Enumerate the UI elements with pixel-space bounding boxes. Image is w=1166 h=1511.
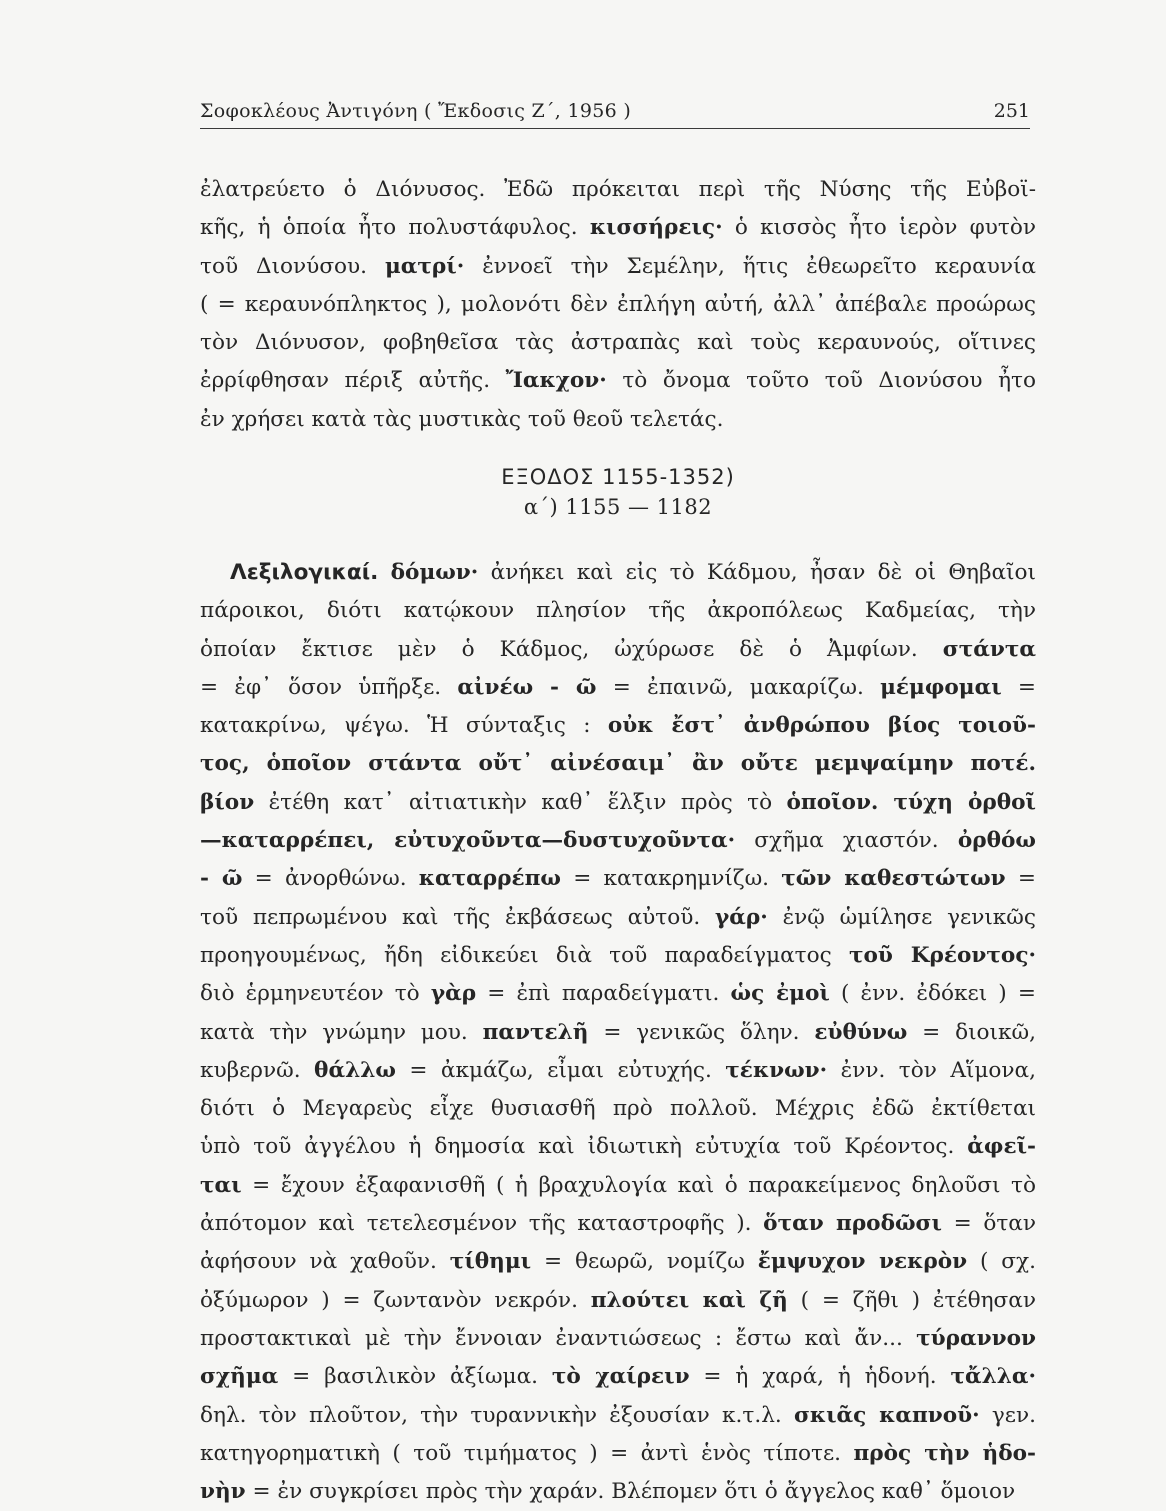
text-run: ἐλατρεύετο ὁ Διόνυσος. Ἐδῶ πρόκειται περὶ τῆς Νύσης τῆς Εὐβοϊ- bbox=[200, 177, 1036, 202]
text-run: = βασιλικὸν ἀξίωμα. bbox=[278, 1364, 552, 1390]
text-run: κατακρίνω, ψέγω. Ἡ σύνταξις : bbox=[200, 713, 608, 739]
text-run: προηγουμένως, ἤδη εἰδικεύει διὰ τοῦ παραδείγματος bbox=[200, 942, 849, 968]
lemma-term: βίον bbox=[200, 789, 255, 815]
lemma-term: σχῆμα bbox=[200, 1364, 279, 1390]
text-line bbox=[200, 975, 1036, 1013]
text-line bbox=[200, 209, 1036, 247]
text-run: = ἀνορθώνω. bbox=[242, 866, 419, 892]
text-run: προστακτικαὶ μὲ τὴν ἔννοιαν ἐναντιώσεως : ἔστω καὶ ἄν... bbox=[200, 1325, 917, 1351]
lemma-term: πλούτει καὶ ζῆ bbox=[590, 1287, 788, 1313]
text-run: διὸ ἑρμηνευτέον τὸ bbox=[200, 981, 431, 1007]
commentary-paragraph-1 bbox=[200, 171, 1036, 439]
text-line bbox=[200, 937, 1036, 975]
lemma-term: καταρρέπω bbox=[418, 866, 561, 892]
text-line bbox=[200, 784, 1036, 822]
text-run: = γενικῶς ὅλην. bbox=[588, 1019, 815, 1045]
lemma-term: τἄλλα· bbox=[950, 1364, 1036, 1390]
lemma-term: ὅταν προδῶσι bbox=[763, 1211, 942, 1237]
lemma-term: —καταρρέπει, εὐτυχοῦντα—δυστυχοῦντα· bbox=[200, 828, 736, 854]
lemma-term: τοῦ Κρέοντος· bbox=[848, 942, 1036, 968]
lemma-term: γάρ· bbox=[715, 904, 768, 930]
text-line bbox=[200, 631, 1036, 669]
section-heading: ΕΞΟΔΟΣ 1155-1352) bbox=[501, 465, 735, 489]
text-run: ἐννοεῖ τὴν Σεμέλην, ἥτις ἐθεωρεῖτο κεραυνία bbox=[464, 253, 1036, 279]
lemma-term: σκιᾶς καπνοῦ· bbox=[793, 1402, 980, 1428]
text-line bbox=[200, 592, 1036, 630]
text-line bbox=[200, 286, 1036, 324]
text-line bbox=[200, 1320, 1036, 1358]
text-line bbox=[200, 1282, 1036, 1320]
text-line bbox=[200, 1397, 1036, 1435]
text-line bbox=[200, 324, 1036, 362]
text-line bbox=[200, 899, 1036, 937]
text-run: σχῆμα χιαστόν. bbox=[735, 828, 958, 854]
text-line bbox=[200, 1243, 1036, 1281]
text-run: ἐν χρήσει κατὰ τὰς μυστικὰς τοῦ θεοῦ τελετάς. bbox=[200, 406, 724, 432]
text-run: ἀνήκει καὶ εἰς τὸ Κάδμου, ἦσαν δὲ οἱ Θηβαῖοι bbox=[478, 560, 1036, 585]
running-title: Σοφοκλέους Ἀντιγόνη ( Ἔκδοσις Ζ΄, 1956 ) bbox=[200, 100, 632, 122]
lemma-term: οὐκ ἔστ᾽ ἀνθρώπου βίος τοιοῦ- bbox=[607, 713, 1036, 739]
text-run: = ἐν συγκρίσει πρὸς τὴν χαράν. Βλέπομεν ὅτι ὁ ἄγγελος καθ᾽ ὅμοιον bbox=[245, 1479, 1016, 1505]
lemma-term: τύραννον bbox=[916, 1325, 1036, 1351]
text-run: ὀξύμωρον ) = ζωντανὸν νεκρόν. bbox=[200, 1287, 591, 1313]
text-run: ἐτέθη κατ᾽ αἰτιατικὴν καθ᾽ ἕλξιν πρὸς τὸ bbox=[254, 789, 787, 815]
lemma-term: δόμων· bbox=[390, 560, 479, 585]
text-run: ἐνῷ ὡμίλησε γενικῶς bbox=[767, 904, 1036, 930]
text-line bbox=[200, 1435, 1036, 1473]
text-run: = ἐπὶ παραδείγματι. bbox=[476, 981, 731, 1007]
text-line bbox=[200, 1473, 1036, 1511]
lemma-term: - ῶ bbox=[200, 866, 243, 892]
subsection-heading: α΄) 1155 — 1182 bbox=[523, 495, 713, 519]
text-run: κυβερνῶ. bbox=[200, 1057, 315, 1083]
text-run: κατὰ τὴν γνώμην μου. bbox=[200, 1019, 483, 1045]
text-line bbox=[200, 554, 1036, 592]
lemma-term: πρὸς τὴν ἡδο- bbox=[853, 1440, 1036, 1466]
lemma-term: ται bbox=[200, 1172, 242, 1198]
lemma-term: ὀρθόω bbox=[957, 828, 1036, 854]
text-run: ( = κεραυνόπληκτος ), μολονότι δὲν ἐπλήγη αὐτή, ἀλλ᾽ ἀπέβαλε προώρως bbox=[200, 291, 1036, 317]
lemma-term: νὴν bbox=[200, 1479, 246, 1505]
lemma-term: τίθημι bbox=[449, 1249, 532, 1275]
text-line bbox=[200, 1205, 1036, 1243]
lemma-term: Ἴακχον· bbox=[505, 368, 607, 394]
text-run: ἐρρίφθησαν πέριξ αὐτῆς. bbox=[200, 368, 506, 394]
lemma-term: τος, ὁποῖον στάντα οὔτ᾽ αἰνέσαιμ᾽ ἂν οὔτε μεμψαίμην ποτέ. bbox=[200, 751, 1036, 777]
text-run: ἀπότομον καὶ τετελεσμένον τῆς καταστροφῆς ). bbox=[200, 1211, 764, 1237]
text-run: ( σχ. bbox=[967, 1249, 1036, 1275]
text-run: = ἡ χαρά, ἡ ἡδονή. bbox=[689, 1364, 951, 1390]
text-line bbox=[200, 822, 1036, 860]
text-run: τοῦ Διονύσου. bbox=[200, 253, 385, 279]
lemma-term: παντελῆ bbox=[482, 1019, 589, 1045]
lemma-term: ὡς ἐμοὶ bbox=[730, 981, 830, 1007]
text-run: ἐνν. τὸν Αἵμονα, bbox=[827, 1057, 1036, 1083]
lemma-term: ματρί· bbox=[384, 253, 465, 279]
text-run: τὸν Διόνυσον, φοβηθεῖσα τὰς ἀστραπὰς καὶ τοὺς κεραυνούς, οἵτινες bbox=[200, 330, 1036, 356]
lemma-term: γὰρ bbox=[430, 981, 477, 1007]
text-line bbox=[200, 171, 1036, 209]
page-number: 251 bbox=[993, 100, 1030, 122]
text-line bbox=[200, 1052, 1036, 1090]
text-run: ἀφήσουν νὰ χαθοῦν. bbox=[200, 1249, 450, 1275]
text-line bbox=[200, 860, 1036, 898]
text-run: ὑπὸ τοῦ ἀγγέλου ἡ δημοσία καὶ ἰδιωτικὴ εὐτυχία τοῦ Κρέοντος. bbox=[200, 1134, 968, 1160]
text-line bbox=[200, 1090, 1036, 1128]
lemma-term: τῶν καθεστώτων bbox=[781, 866, 1006, 892]
text-line bbox=[200, 1167, 1036, 1205]
text-line bbox=[200, 1128, 1036, 1166]
text-run: = διοικῶ, bbox=[907, 1019, 1036, 1045]
text-run: κατηγορηματικὴ ( τοῦ τιμήματος ) = ἀντὶ ἑνὸς τίποτε. bbox=[200, 1440, 854, 1466]
lemma-term: μέμφομαι bbox=[880, 674, 1002, 700]
text-run: = ἐπαινῶ, μακαρίζω. bbox=[596, 674, 881, 700]
lemma-term: εὐθύνω bbox=[814, 1019, 908, 1045]
text-run: ( ἐνν. ἐδόκει ) = bbox=[829, 981, 1036, 1007]
text-run: ὁ κισσὸς ἦτο ἱερὸν φυτὸν bbox=[722, 215, 1036, 241]
running-header bbox=[200, 96, 1030, 129]
text-run: = ὅταν bbox=[941, 1211, 1036, 1237]
text-run: = κατακρημνίζω. bbox=[560, 866, 782, 892]
text-run: γεν. bbox=[979, 1402, 1036, 1428]
text-line bbox=[200, 707, 1036, 745]
text-run: τὸ ὄνομα τοῦτο τοῦ Διονύσου ἦτο bbox=[606, 368, 1036, 394]
text-line bbox=[200, 1014, 1036, 1052]
text-line bbox=[200, 362, 1036, 400]
text-line bbox=[200, 401, 1036, 439]
text-run: = ἐφ᾽ ὅσον ὑπῆρξε. bbox=[200, 674, 458, 700]
text-run: = bbox=[1005, 866, 1036, 892]
lemma-term: αἰνέω - ῶ bbox=[457, 674, 597, 700]
text-run: ὁποίαν ἔκτισε μὲν ὁ Κάδμος, ὠχύρωσε δὲ ὁ Ἀμφίων. bbox=[200, 636, 943, 662]
text-line bbox=[200, 248, 1036, 286]
lemma-term: κισσήρεις· bbox=[589, 215, 723, 241]
text-run: = ἔχουν ἐξαφανισθῆ ( ἡ βραχυλογία καὶ ὁ παρακείμενος δηλοῦσι τὸ bbox=[241, 1172, 1036, 1198]
text-run: = bbox=[1001, 674, 1036, 700]
text-run: τοῦ πεπρωμένου καὶ τῆς ἐκβάσεως αὐτοῦ. bbox=[200, 904, 716, 930]
lemma-term: στάντα bbox=[942, 636, 1036, 662]
text-run: πάροικοι, διότι κατῴκουν πλησίον τῆς ἀκροπόλεως Καδμείας, τὴν bbox=[200, 598, 1036, 624]
lemma-term: θάλλω bbox=[314, 1057, 396, 1083]
text-run: = ἀκμάζω, εἶμαι εὐτυχής. bbox=[395, 1057, 726, 1083]
lemma-term: ἀφεῖ- bbox=[967, 1134, 1036, 1160]
lemma-term: ὁποῖον. τύχη ὀρθοῖ bbox=[786, 789, 1036, 815]
lemma-term: τέκνων· bbox=[725, 1057, 828, 1083]
vocabulary-paragraph bbox=[200, 554, 1036, 1511]
lemma-term: Λεξιλογικαί. bbox=[230, 560, 379, 585]
text-run bbox=[378, 560, 390, 585]
text-line bbox=[200, 1358, 1036, 1396]
text-run: διότι ὁ Μεγαρεὺς εἶχε θυσιασθῆ πρὸ πολλοῦ. Μέχρις ἐδῶ ἐκτίθεται bbox=[200, 1096, 1036, 1122]
lemma-term: τὸ χαίρειν bbox=[551, 1364, 690, 1390]
text-line bbox=[200, 745, 1036, 783]
text-run: = θεωρῶ, νομίζω bbox=[531, 1249, 758, 1275]
text-run: κῆς, ἡ ὁποία ἦτο πολυστάφυλος. bbox=[200, 215, 590, 241]
text-line bbox=[200, 669, 1036, 707]
text-run: δηλ. τὸν πλοῦτον, τὴν τυραννικὴν ἐξουσίαν κ.τ.λ. bbox=[200, 1402, 794, 1428]
text-run: ( = ζῆθι ) ἐτέθησαν bbox=[787, 1287, 1036, 1313]
lemma-term: ἔμψυχον νεκρὸν bbox=[757, 1249, 968, 1275]
